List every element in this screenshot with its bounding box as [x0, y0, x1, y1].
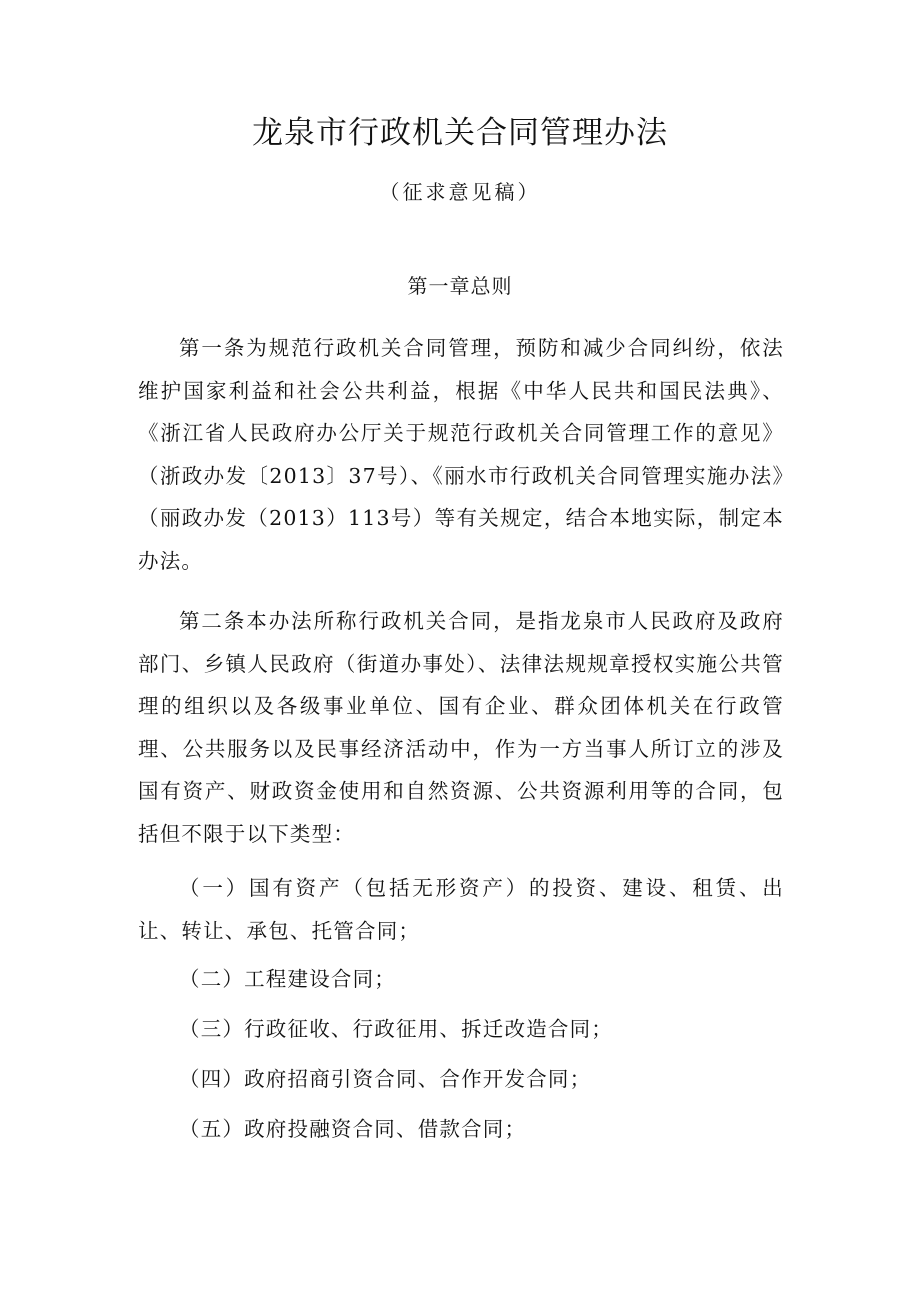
chapter-heading: 第一章总则 [407, 274, 513, 298]
list-item: （五）政府投融资合同、借款合同； [179, 1117, 527, 1141]
list-item: （三）行政征收、行政征用、拆迁改造合同； [179, 1017, 613, 1041]
document-subtitle: （征求意见稿） [379, 180, 541, 204]
list-item: （二）工程建设合同； [179, 967, 396, 991]
list-item: （一）国有资产（包括无形资产）的投资、建设、租赁、出让、转让、承包、托管合同； [138, 876, 784, 943]
article-1-paragraph: 第一条为规范行政机关合同管理，预防和减少合同纠纷，依法维护国家利益和社会公共利益，根据《中华人民共和国民法典》、《浙江省人民政府办公厅关于规范行政机关合同管理工作的意见》（浙政办发〔2013〕37号）、《丽水市行政机关合同管理实施办法》（丽政办发（2013）113号）等有关规定，结合本地实际，制定本办法。 [138, 336, 784, 573]
document-title: 龙泉市行政机关合同管理办法 [252, 115, 668, 151]
list-item: （四）政府招商引资合同、合作开发合同； [179, 1067, 592, 1091]
article-2-paragraph: 第二条本办法所称行政机关合同，是指龙泉市人民政府及政府部门、乡镇人民政府（街道办事处）、法律法规规章授权实施公共管理的组织以及各级事业单位、国有企业、群众团体机关在行政管理、公共服务以及民事经济活动中，作为一方当事人所订立的涉及国有资产、财政资金使用和自然资源、公共资源利用等的合同，包括但不限于以下类型： [138, 609, 784, 846]
